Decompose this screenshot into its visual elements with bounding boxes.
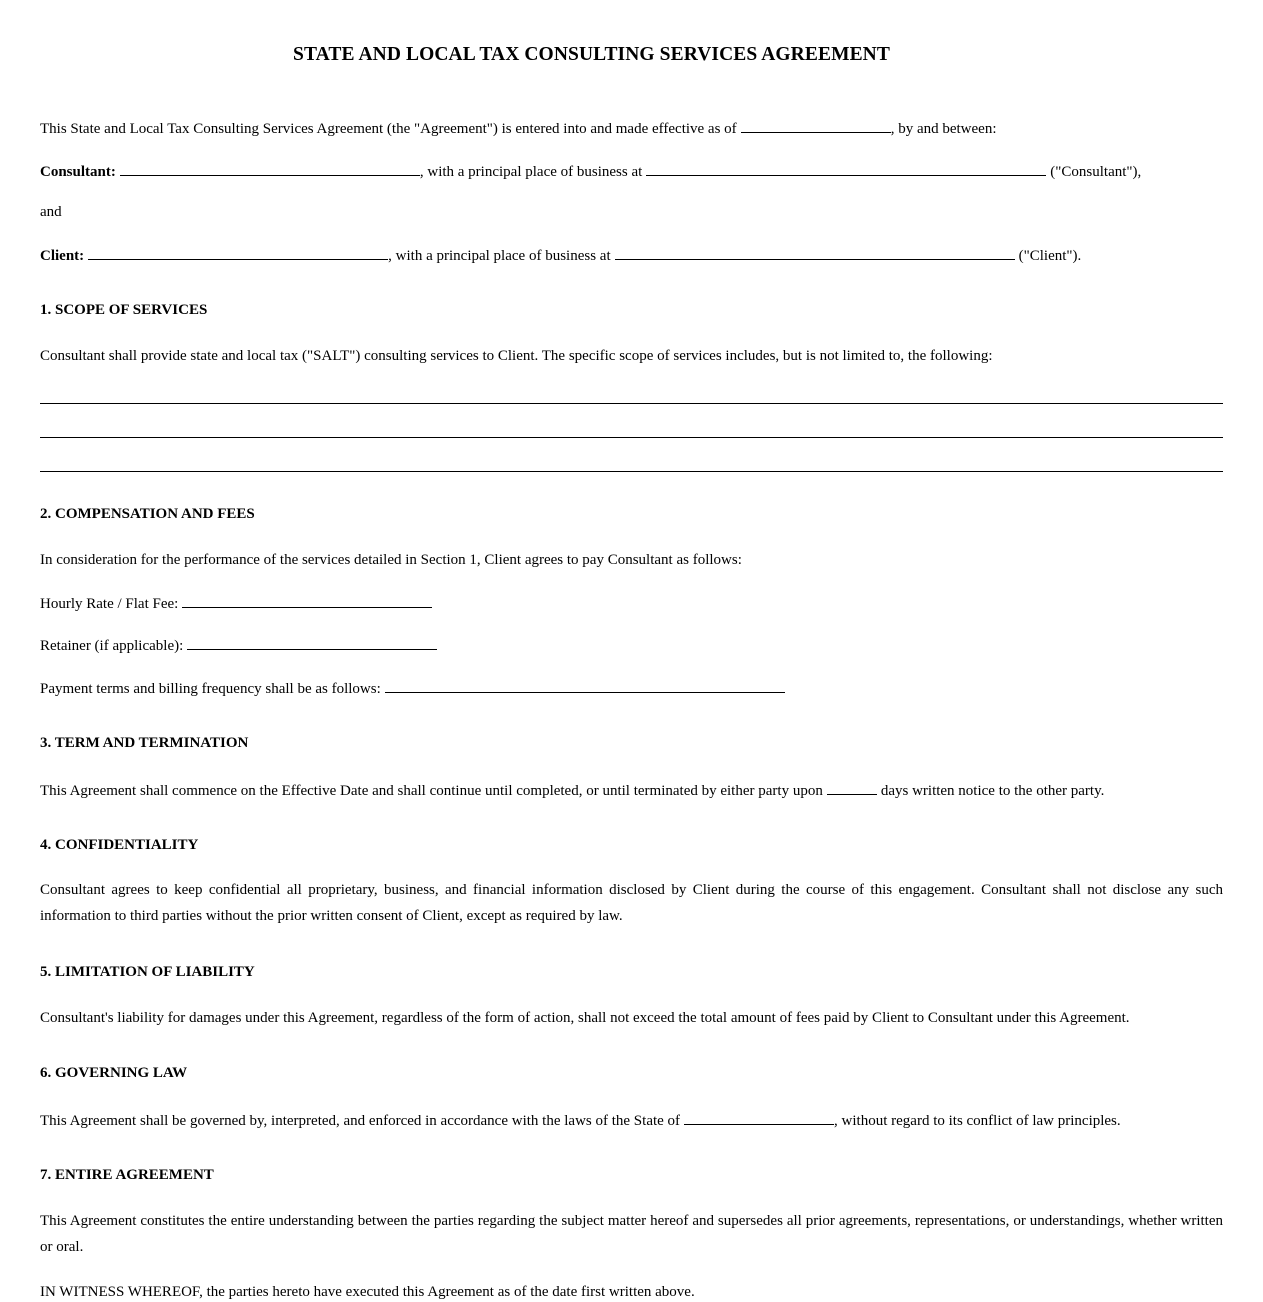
section-6-text-end: , without regard to its conflict of law principles. [834, 1113, 1121, 1129]
hourly-rate-line [40, 593, 436, 614]
section-3-text-end: days written notice to the other party. [880, 783, 1105, 799]
scope-blank-line-3[interactable] [40, 471, 1223, 472]
document-title: STATE AND LOCAL TAX CONSULTING SERVICES AGREEMENT [293, 44, 890, 65]
scope-blank-line-2[interactable] [40, 437, 1223, 438]
section-6-text: This Agreement shall be governed by, interpreted, and enforced in accordance with the laws of the State of [40, 1113, 681, 1129]
section-7-heading: 7. ENTIRE AGREEMENT [40, 1167, 214, 1183]
section-4-heading: 4. CONFIDENTIALITY [40, 837, 199, 853]
and-text: and [40, 204, 62, 220]
consultant-end-text: ("Consultant"), [1050, 164, 1142, 180]
section-2-body: In consideration for the performance of the services detailed in Section 1, Client agrees to pay Consultant as follows: [40, 552, 742, 568]
intro-text-end: , by and between: [890, 121, 997, 137]
client-middle-text: , with a principal place of business at [388, 248, 611, 264]
section-3-heading: 3. TERM AND TERMINATION [40, 735, 249, 751]
hourly-rate-blank[interactable] [182, 593, 432, 608]
intro-text: This State and Local Tax Consulting Services Agreement (the "Agreement") is entered into and made effective as of [40, 121, 737, 137]
client-end-text: ("Client"). [1018, 248, 1082, 264]
intro-line [40, 118, 997, 139]
consultant-name-blank[interactable] [120, 161, 420, 176]
client-address-blank[interactable] [615, 245, 1015, 260]
governing-state-blank[interactable] [684, 1110, 834, 1125]
effective-date-blank[interactable] [741, 118, 891, 133]
section-5-body: Consultant's liability for damages under this Agreement, regardless of the form of action, shall not exceed the total amount of fees paid by Client to Consultant under this Agreement. [40, 1010, 1130, 1026]
retainer-blank[interactable] [187, 635, 437, 650]
section-2-heading: 2. COMPENSATION AND FEES [40, 506, 255, 522]
payment-terms-label: Payment terms and billing frequency shall be as follows: [40, 681, 381, 697]
section-6-heading: 6. GOVERNING LAW [40, 1065, 188, 1081]
consultant-line [40, 161, 1141, 182]
payment-terms-line [40, 678, 789, 699]
scope-blank-line-1[interactable] [40, 403, 1223, 404]
client-name-blank[interactable] [88, 245, 388, 260]
retainer-line [40, 635, 441, 656]
section-1-heading: 1. SCOPE OF SERVICES [40, 302, 208, 318]
notice-days-blank[interactable] [827, 780, 877, 795]
section-7-body: This Agreement constitutes the entire understanding between the parties regarding the subject matter hereof and supersedes all prior agreements, representations, or understandings, whether written or oral. [40, 1213, 1223, 1255]
section-5-heading: 5. LIMITATION OF LIABILITY [40, 964, 255, 980]
client-label: Client: [40, 248, 85, 264]
section-3-text: This Agreement shall commence on the Effective Date and shall continue until completed, or until terminated by either party upon [40, 783, 823, 799]
client-line [40, 245, 1081, 266]
section-1-body: Consultant shall provide state and local tax ("SALT") consulting services to Client. The specific scope of services includes, but is not limited to, the following: [40, 348, 993, 364]
hourly-rate-label: Hourly Rate / Flat Fee: [40, 596, 179, 612]
retainer-label: Retainer (if applicable): [40, 638, 184, 654]
section-6-body [40, 1110, 1121, 1131]
section-3-body [40, 780, 1104, 801]
payment-terms-blank[interactable] [385, 678, 785, 693]
consultant-label: Consultant: [40, 164, 116, 180]
consultant-address-blank[interactable] [646, 161, 1046, 176]
section-4-body: Consultant agrees to keep confidential all proprietary, business, and financial information disclosed by Client during the course of this engagement. Consultant shall not disclose any such information to third parties without the prior written consent of Client, except as required by law. [40, 882, 1223, 924]
witness-text: IN WITNESS WHEREOF, the parties hereto have executed this Agreement as of the date first written above. [40, 1284, 695, 1300]
consultant-middle-text: , with a principal place of business at [419, 164, 643, 180]
